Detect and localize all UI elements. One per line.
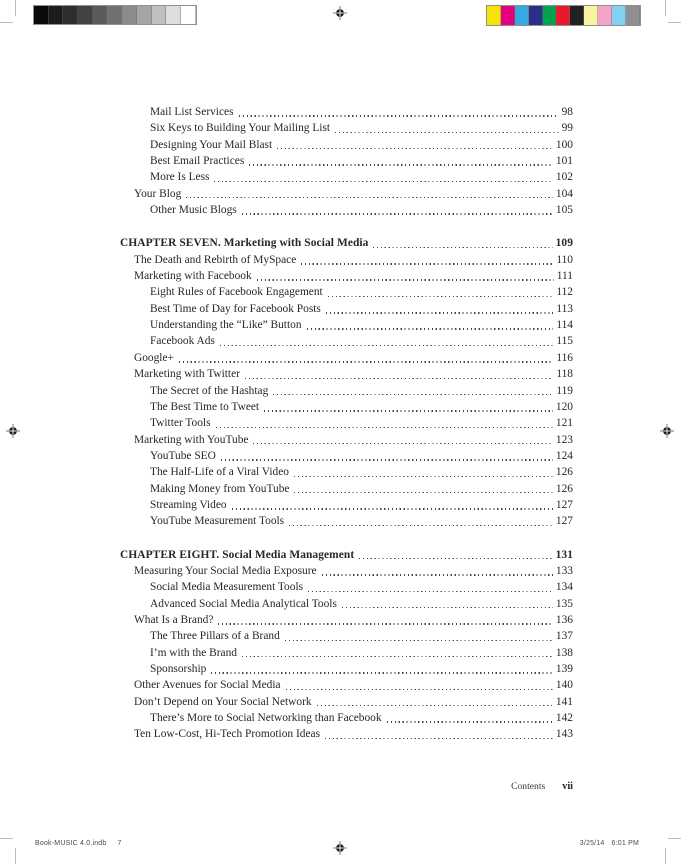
slug-date: 3/25/14: [579, 840, 605, 847]
dot-leader: [342, 607, 553, 608]
toc-entry: [120, 284, 573, 300]
toc-entry: [120, 399, 573, 415]
dot-leader: [335, 132, 559, 133]
calibration-swatch: [93, 6, 108, 24]
calibration-swatch: [515, 6, 529, 25]
toc-page-number: 102: [555, 171, 573, 184]
crop-mark: [0, 838, 13, 839]
toc-group: [120, 104, 573, 218]
calibration-swatch: [584, 6, 598, 25]
toc-entry-label: Other Avenues for Social Media: [134, 679, 281, 692]
toc-entry: [120, 169, 573, 185]
toc-chapter-heading: [120, 547, 573, 563]
footer-page-number: vii: [562, 781, 573, 792]
toc-page-number: 105: [555, 204, 573, 217]
toc-page-number: 100: [555, 138, 573, 151]
calibration-swatch: [78, 6, 93, 24]
toc-entry: [120, 383, 573, 399]
dot-leader: [317, 705, 553, 706]
toc-group: [120, 547, 573, 743]
slug-line-right: [580, 840, 639, 847]
registration-mark-icon: [660, 424, 674, 438]
dot-leader: [373, 247, 552, 248]
toc-entry-label: Six Keys to Building Your Mailing List: [150, 122, 331, 135]
toc-page-number: 135: [555, 597, 573, 610]
dot-leader: [308, 591, 553, 592]
toc-entry: [120, 120, 573, 136]
crop-mark: [0, 22, 13, 23]
calibration-swatch: [137, 6, 152, 24]
toc-page-number: 111: [556, 270, 573, 283]
toc-entry: [120, 694, 573, 710]
toc-page-number: 140: [555, 679, 573, 692]
toc-entry-label: Streaming Video: [150, 498, 227, 511]
calibration-swatch: [626, 6, 640, 25]
calibration-swatch: [612, 6, 626, 25]
dot-leader: [301, 263, 553, 264]
toc-entry-label: More Is Less: [150, 171, 210, 184]
toc-entry: [120, 186, 573, 202]
registration-mark-icon: [6, 424, 20, 438]
toc-entry: [120, 579, 573, 595]
toc-page-number: 110: [556, 253, 573, 266]
toc-entry: [120, 104, 573, 120]
toc-entry: [120, 497, 573, 513]
registration-mark-icon: [333, 841, 347, 855]
toc-page-number: 137: [555, 630, 573, 643]
dot-leader: [245, 378, 553, 379]
crop-mark: [668, 838, 681, 839]
toc-page-number: 127: [555, 498, 573, 511]
toc-entry-label: Other Music Blogs: [150, 204, 237, 217]
dot-leader: [239, 115, 559, 116]
footer-section-label: Contents: [511, 781, 546, 792]
toc-page-number: 113: [556, 302, 573, 315]
toc-entry: [120, 432, 573, 448]
toc-entry-label: Marketing with YouTube: [134, 433, 249, 446]
toc-page-number: 138: [555, 646, 573, 659]
crop-mark: [665, 0, 666, 16]
toc-entry-label: Mail List Services: [150, 106, 234, 118]
dot-leader: [218, 623, 553, 624]
dot-leader: [221, 459, 553, 460]
calibration-swatch: [501, 6, 515, 25]
calibration-swatch: [556, 6, 570, 25]
toc-entry-label: Designing Your Mail Blast: [150, 138, 273, 151]
toc-entry-label: What Is a Brand?: [134, 613, 214, 626]
toc-entry: [120, 415, 573, 431]
crop-mark: [668, 22, 681, 23]
toc-entry-label: Facebook Ads: [150, 335, 215, 348]
toc-page-number: 131: [555, 548, 573, 561]
dot-leader: [294, 492, 552, 493]
toc-entry-label: Don’t Depend on Your Social Network: [134, 695, 312, 708]
toc-entry: [120, 563, 573, 579]
toc-entry: [120, 252, 573, 268]
toc-entry-label: Best Time of Day for Facebook Posts: [150, 302, 321, 315]
calibration-swatch: [166, 6, 181, 24]
toc-page-number: 119: [556, 384, 573, 397]
dot-leader: [264, 410, 553, 411]
toc-page-number: 142: [555, 712, 573, 725]
toc-page-number: 120: [555, 400, 573, 413]
calibration-swatch: [34, 6, 49, 24]
toc-entry: [120, 268, 573, 284]
calibration-swatch: [49, 6, 64, 24]
toc-page-number: 136: [555, 613, 573, 626]
toc-page-number: 112: [556, 286, 573, 299]
color-calibration-bar: [486, 5, 641, 26]
toc-entry-label: There’s More to Social Networking than Facebook: [150, 712, 382, 725]
dot-leader: [186, 197, 553, 198]
slug-time: 6:01 PM: [611, 840, 639, 847]
dot-leader: [322, 574, 553, 575]
dot-leader: [307, 328, 554, 329]
toc-entry: [120, 366, 573, 382]
calibration-swatch: [152, 6, 167, 24]
dot-leader: [294, 476, 553, 477]
toc-page-number: 99: [561, 122, 573, 135]
dot-leader: [179, 361, 553, 362]
calibration-swatch: [181, 6, 196, 24]
running-footer: [511, 781, 573, 792]
toc-entry-label: The Half-Life of a Viral Video: [150, 466, 289, 479]
toc-entry: [120, 612, 573, 628]
toc-entry-label: YouTube Measurement Tools: [150, 515, 285, 528]
toc-entry: [120, 350, 573, 366]
toc-page-number: 143: [555, 728, 573, 741]
registration-mark-icon: [333, 6, 347, 20]
crop-mark: [665, 848, 666, 864]
dot-leader: [277, 148, 553, 149]
toc-entry: [120, 464, 573, 480]
toc-page-number: 134: [555, 581, 573, 594]
dot-leader: [253, 443, 552, 444]
toc-entry-label: YouTube SEO: [150, 449, 216, 462]
toc-entry-label: Eight Rules of Facebook Engagement: [150, 286, 323, 299]
toc-entry: [120, 153, 573, 169]
toc-entry: [120, 661, 573, 677]
calibration-swatch: [543, 6, 557, 25]
dot-leader: [359, 558, 552, 559]
calibration-swatch: [529, 6, 543, 25]
dot-leader: [216, 427, 553, 428]
toc-page-number: 114: [556, 319, 573, 332]
toc-entry-label: Ten Low-Cost, Hi-Tech Promotion Ideas: [134, 728, 320, 741]
toc-entry-label: Marketing with Twitter: [134, 368, 240, 381]
toc-page-number: 124: [555, 449, 573, 462]
toc-entry: [120, 317, 573, 333]
dot-leader: [214, 181, 552, 182]
dot-leader: [242, 656, 553, 657]
toc-page-number: 115: [556, 335, 573, 348]
toc-entry: [120, 596, 573, 612]
toc-entry-label: Making Money from YouTube: [150, 482, 290, 495]
dot-leader: [220, 345, 553, 346]
crop-mark: [15, 848, 16, 864]
toc-page-number: 126: [555, 466, 573, 479]
toc-entry: [120, 137, 573, 153]
table-of-contents: [120, 104, 573, 743]
toc-page-number: 104: [555, 187, 573, 200]
toc-entry-label: Twitter Tools: [150, 417, 211, 430]
toc-entry-label: Google+: [134, 351, 174, 364]
slug-page-number: 7: [117, 840, 122, 847]
crop-mark: [15, 0, 16, 16]
dot-leader: [232, 508, 553, 509]
toc-entry-label: Advanced Social Media Analytical Tools: [150, 597, 337, 610]
toc-page-number: 109: [555, 237, 573, 250]
grayscale-calibration-bar: [33, 5, 197, 25]
dot-leader: [286, 689, 553, 690]
toc-entry: [120, 677, 573, 693]
dot-leader: [285, 640, 553, 641]
toc-page-number: 118: [556, 368, 573, 381]
dot-leader: [242, 213, 553, 214]
calibration-swatch: [570, 6, 584, 25]
toc-chapter-heading: [120, 235, 573, 251]
toc-page-number: 116: [556, 351, 573, 364]
toc-entry: [120, 333, 573, 349]
toc-entry: [120, 448, 573, 464]
toc-page-number: 139: [555, 663, 573, 675]
toc-entry-label: Your Blog: [134, 187, 182, 200]
toc-group: [120, 235, 573, 529]
toc-entry-label: Social Media Measurement Tools: [150, 581, 304, 594]
dot-leader: [289, 525, 553, 526]
toc-entry: [120, 513, 573, 529]
toc-entry-label: The Best Time to Tweet: [150, 400, 260, 413]
dot-leader: [257, 279, 554, 280]
toc-entry: [120, 301, 573, 317]
slug-line-left: [35, 840, 122, 847]
toc-page-number: 141: [555, 695, 573, 708]
toc-entry-label: The Death and Rebirth of MySpace: [134, 253, 297, 266]
calibration-swatch: [107, 6, 122, 24]
dot-leader: [325, 738, 553, 739]
toc-entry-label: Understanding the “Like” Button: [150, 319, 302, 332]
toc-page-number: 98: [561, 106, 573, 118]
toc-entry: [120, 202, 573, 218]
toc-entry-label: Best Email Practices: [150, 155, 245, 168]
dot-leader: [273, 394, 553, 395]
toc-page-number: 127: [555, 515, 573, 528]
dot-leader: [326, 312, 553, 313]
toc-entry: [120, 710, 573, 726]
toc-entry-label: I’m with the Brand: [150, 646, 237, 659]
toc-page-number: 121: [555, 417, 573, 430]
toc-page-number: 101: [555, 155, 573, 168]
dot-leader: [211, 672, 553, 673]
toc-entry: [120, 726, 573, 742]
calibration-swatch: [122, 6, 137, 24]
toc-entry-label: Marketing with Facebook: [134, 270, 252, 283]
dot-leader: [387, 721, 553, 722]
toc-entry: [120, 645, 573, 661]
toc-chapter-label: CHAPTER SEVEN. Marketing with Social Media: [120, 237, 369, 250]
calibration-swatch: [598, 6, 612, 25]
toc-entry: [120, 628, 573, 644]
toc-chapter-label: CHAPTER EIGHT. Social Media Management: [120, 548, 355, 561]
toc-entry-label: Sponsorship: [150, 663, 207, 675]
toc-page-number: 126: [555, 482, 573, 495]
dot-leader: [328, 296, 554, 297]
calibration-swatch: [63, 6, 78, 24]
calibration-swatch: [487, 6, 501, 25]
dot-leader: [249, 164, 553, 165]
toc-entry-label: Measuring Your Social Media Exposure: [134, 564, 317, 577]
toc-entry: [120, 481, 573, 497]
toc-entry-label: The Secret of the Hashtag: [150, 384, 269, 397]
toc-page-number: 133: [555, 564, 573, 577]
slug-filename: Book-MUSIC 4.0.indb: [35, 840, 107, 847]
toc-entry-label: The Three Pillars of a Brand: [150, 630, 280, 643]
toc-page-number: 123: [555, 433, 573, 446]
